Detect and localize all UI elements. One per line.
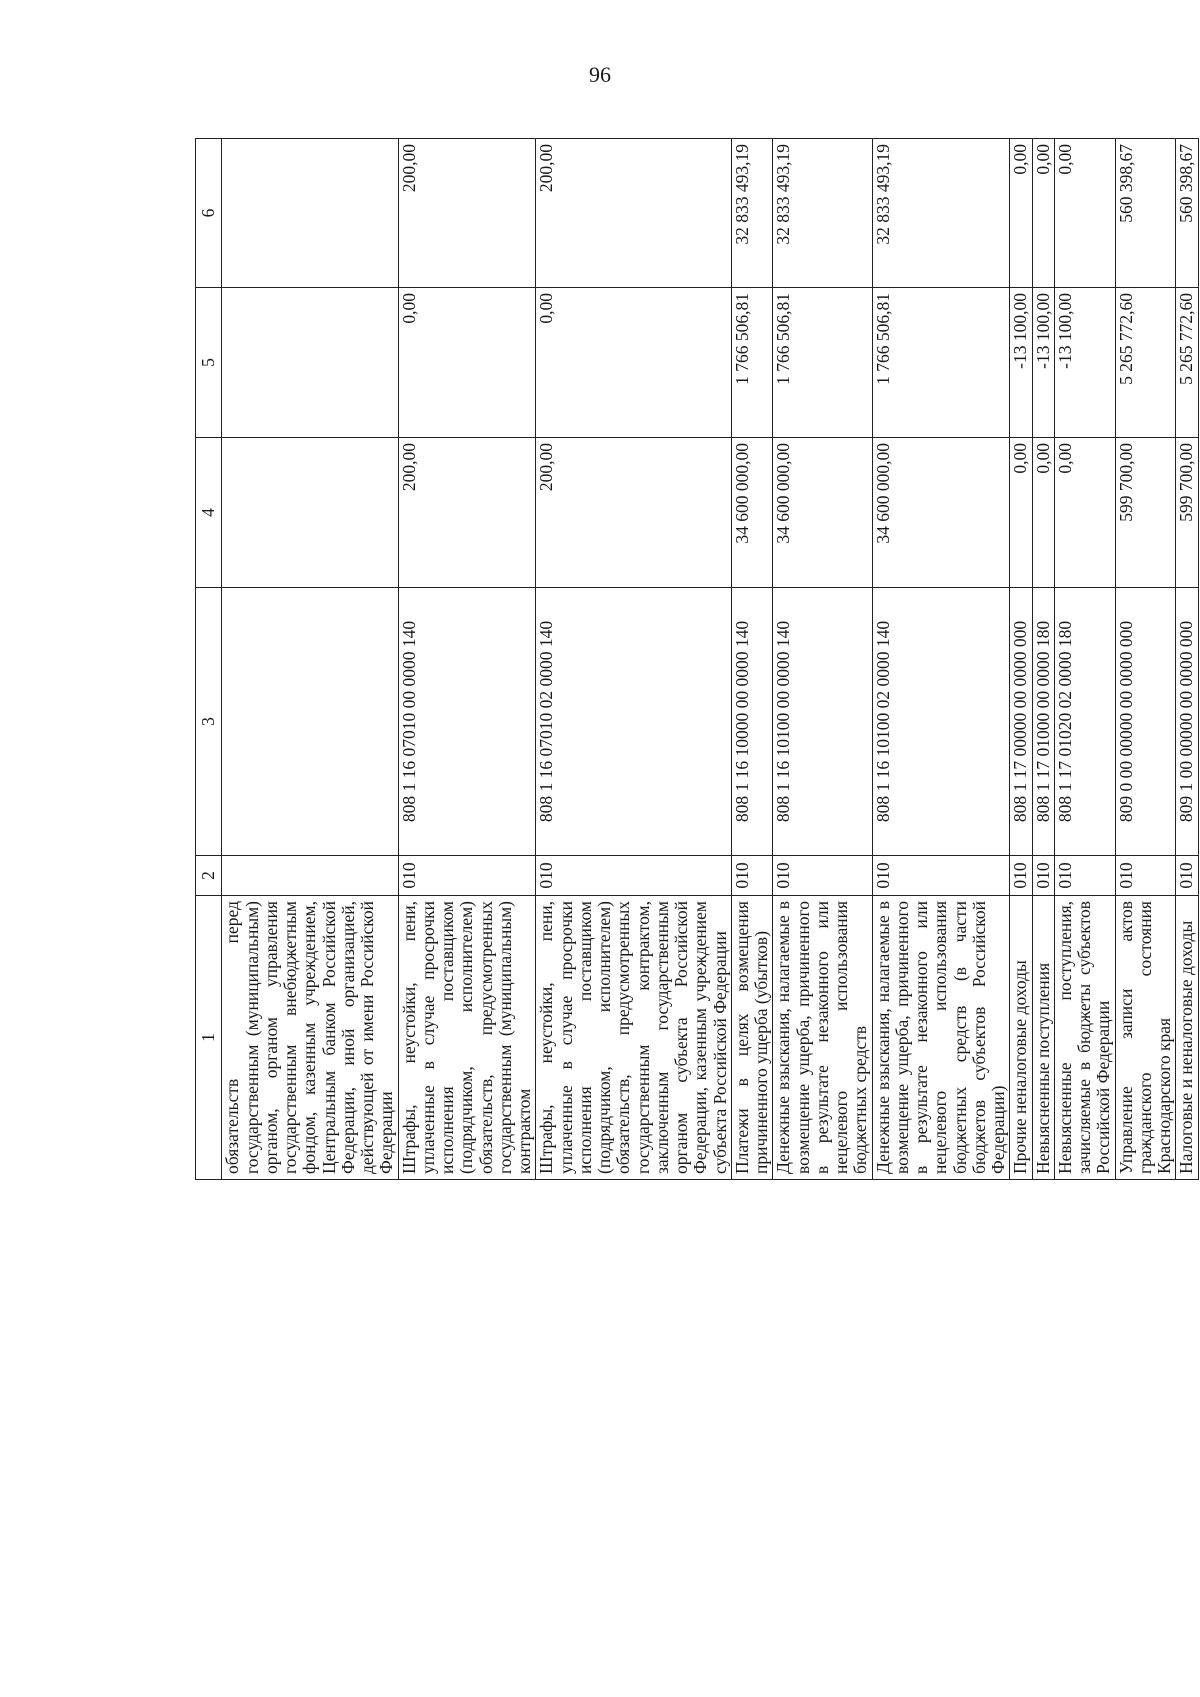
row-line-code-cell: 010 <box>1054 856 1115 896</box>
row-kbk-code-cell <box>222 588 398 856</box>
row-plan-amount-cell: 0,00 <box>1054 438 1115 588</box>
column-header: 1 <box>196 896 222 1180</box>
row-remaining-amount-cell: 0,00 <box>1054 139 1115 288</box>
row-line-code-cell: 010 <box>398 856 536 896</box>
row-plan-amount-cell: 599 700,00 <box>1115 438 1176 588</box>
row-executed-amount-cell: -13 100,00 <box>1010 288 1032 438</box>
row-executed-amount-cell: 0,00 <box>536 288 732 438</box>
row-name-cell: Управление записи актов гражданского состояния Краснодарского края <box>1115 896 1176 1180</box>
row-name-cell: Штрафы, неустойки, пени, уплаченные в случае просрочки исполнения поставщиком (подрядчиком, исполнителем) обязательств, предусмотренных государственным (муниципальным) контрактом <box>398 896 536 1180</box>
row-executed-amount-cell: 1 766 506,81 <box>872 288 1010 438</box>
row-remaining-amount-cell: 200,00 <box>536 139 732 288</box>
row-line-code-cell: 010 <box>872 856 1010 896</box>
row-kbk-code-cell: 808 1 17 01000 00 0000 180 <box>1032 588 1054 856</box>
column-header: 5 <box>196 288 222 438</box>
row-remaining-amount-cell: 0,00 <box>1010 139 1032 288</box>
row-plan-amount-cell: 200,00 <box>398 438 536 588</box>
row-line-code-cell <box>222 856 398 896</box>
revenue-table <box>195 138 1199 1180</box>
row-plan-amount-cell <box>222 438 398 588</box>
row-name-cell: Налоговые и неналоговые доходы <box>1176 896 1198 1180</box>
page-number: 96 <box>589 62 611 87</box>
row-plan-amount-cell: 34 600 000,00 <box>872 438 1010 588</box>
row-name-cell: Денежные взыскания, налагаемые в возмещение ущерба, причиненного в результате незаконного или нецелевого использования бюджетных средств <box>773 896 872 1180</box>
row-executed-amount-cell: 0,00 <box>398 288 536 438</box>
row-kbk-code-cell: 808 1 16 10000 00 0000 140 <box>731 588 773 856</box>
row-line-code-cell: 010 <box>731 856 773 896</box>
row-line-code-cell: 010 <box>1010 856 1032 896</box>
table-row <box>872 139 1010 1180</box>
header-row <box>196 139 222 1180</box>
row-remaining-amount-cell <box>222 139 398 288</box>
table-row <box>536 139 732 1180</box>
row-kbk-code-cell: 808 1 16 07010 00 0000 140 <box>398 588 536 856</box>
row-remaining-amount-cell: 560 398,67 <box>1115 139 1176 288</box>
table-row <box>1032 139 1054 1180</box>
row-plan-amount-cell: 34 600 000,00 <box>773 438 872 588</box>
column-header: 6 <box>196 139 222 288</box>
row-kbk-code-cell: 808 1 16 10100 02 0000 140 <box>872 588 1010 856</box>
row-kbk-code-cell: 809 1 00 00000 00 0000 000 <box>1176 588 1198 856</box>
row-line-code-cell: 010 <box>773 856 872 896</box>
row-kbk-code-cell: 808 1 16 10100 00 0000 140 <box>773 588 872 856</box>
rotated-table-container <box>195 144 1197 1180</box>
table-row <box>398 139 536 1180</box>
row-name-cell: Штрафы, неустойки, пени, уплаченные в случае просрочки исполнения поставщиком (подрядчиком, исполнителем) обязательств, предусмотренных государственным контрактом, заключенным государственным органом субъекта Российской Федерации, казенным учреждением субъекта Российской Федерации <box>536 896 732 1180</box>
table-row <box>1010 139 1032 1180</box>
row-executed-amount-cell <box>222 288 398 438</box>
row-executed-amount-cell: 1 766 506,81 <box>731 288 773 438</box>
row-executed-amount-cell: 5 265 772,60 <box>1176 288 1198 438</box>
column-header: 2 <box>196 856 222 896</box>
table-row <box>731 139 773 1180</box>
row-plan-amount-cell: 200,00 <box>536 438 732 588</box>
table-row <box>1054 139 1115 1180</box>
row-line-code-cell: 010 <box>536 856 732 896</box>
row-plan-amount-cell: 0,00 <box>1032 438 1054 588</box>
row-line-code-cell: 010 <box>1176 856 1198 896</box>
row-kbk-code-cell: 808 1 17 00000 00 0000 000 <box>1010 588 1032 856</box>
row-kbk-code-cell: 809 0 00 00000 00 0000 000 <box>1115 588 1176 856</box>
row-plan-amount-cell: 599 700,00 <box>1176 438 1198 588</box>
row-name-cell: Невыясненные поступления <box>1032 896 1054 1180</box>
row-remaining-amount-cell: 32 833 493,19 <box>773 139 872 288</box>
row-line-code-cell: 010 <box>1032 856 1054 896</box>
table-body <box>222 139 1198 1180</box>
row-line-code-cell: 010 <box>1115 856 1176 896</box>
table-row <box>1115 139 1176 1180</box>
row-kbk-code-cell: 808 1 16 07010 02 0000 140 <box>536 588 732 856</box>
row-executed-amount-cell: 5 265 772,60 <box>1115 288 1176 438</box>
table-row <box>222 139 398 1180</box>
row-kbk-code-cell: 808 1 17 01020 02 0000 180 <box>1054 588 1115 856</box>
row-name-cell: Прочие неналоговые доходы <box>1010 896 1032 1180</box>
table-row <box>1176 139 1198 1180</box>
row-remaining-amount-cell: 560 398,67 <box>1176 139 1198 288</box>
row-name-cell: обязательств перед государственным (муниципальным) органом, органом управления государственным внебюджетным фондом, казенным учреждением, Центральным банком Российской Федерации, иной организацией, действующей от имени Российской Федерации <box>222 896 398 1180</box>
row-name-cell: Платежи в целях возмещения причиненного ущерба (убытков) <box>731 896 773 1180</box>
row-name-cell: Невыясненные поступления, зачисляемые в бюджеты субъектов Российской Федерации <box>1054 896 1115 1180</box>
row-remaining-amount-cell: 200,00 <box>398 139 536 288</box>
row-plan-amount-cell: 0,00 <box>1010 438 1032 588</box>
row-name-cell: Денежные взыскания, налагаемые в возмещение ущерба, причиненного в результате незаконного или нецелевого использования бюджетных средств (в части бюджетов субъектов Российской Федерации) <box>872 896 1010 1180</box>
row-remaining-amount-cell: 32 833 493,19 <box>872 139 1010 288</box>
row-remaining-amount-cell: 32 833 493,19 <box>731 139 773 288</box>
column-header: 4 <box>196 438 222 588</box>
row-remaining-amount-cell: 0,00 <box>1032 139 1054 288</box>
row-executed-amount-cell: -13 100,00 <box>1054 288 1115 438</box>
column-header: 3 <box>196 588 222 856</box>
row-executed-amount-cell: 1 766 506,81 <box>773 288 872 438</box>
row-executed-amount-cell: -13 100,00 <box>1032 288 1054 438</box>
table-row <box>773 139 872 1180</box>
row-plan-amount-cell: 34 600 000,00 <box>731 438 773 588</box>
